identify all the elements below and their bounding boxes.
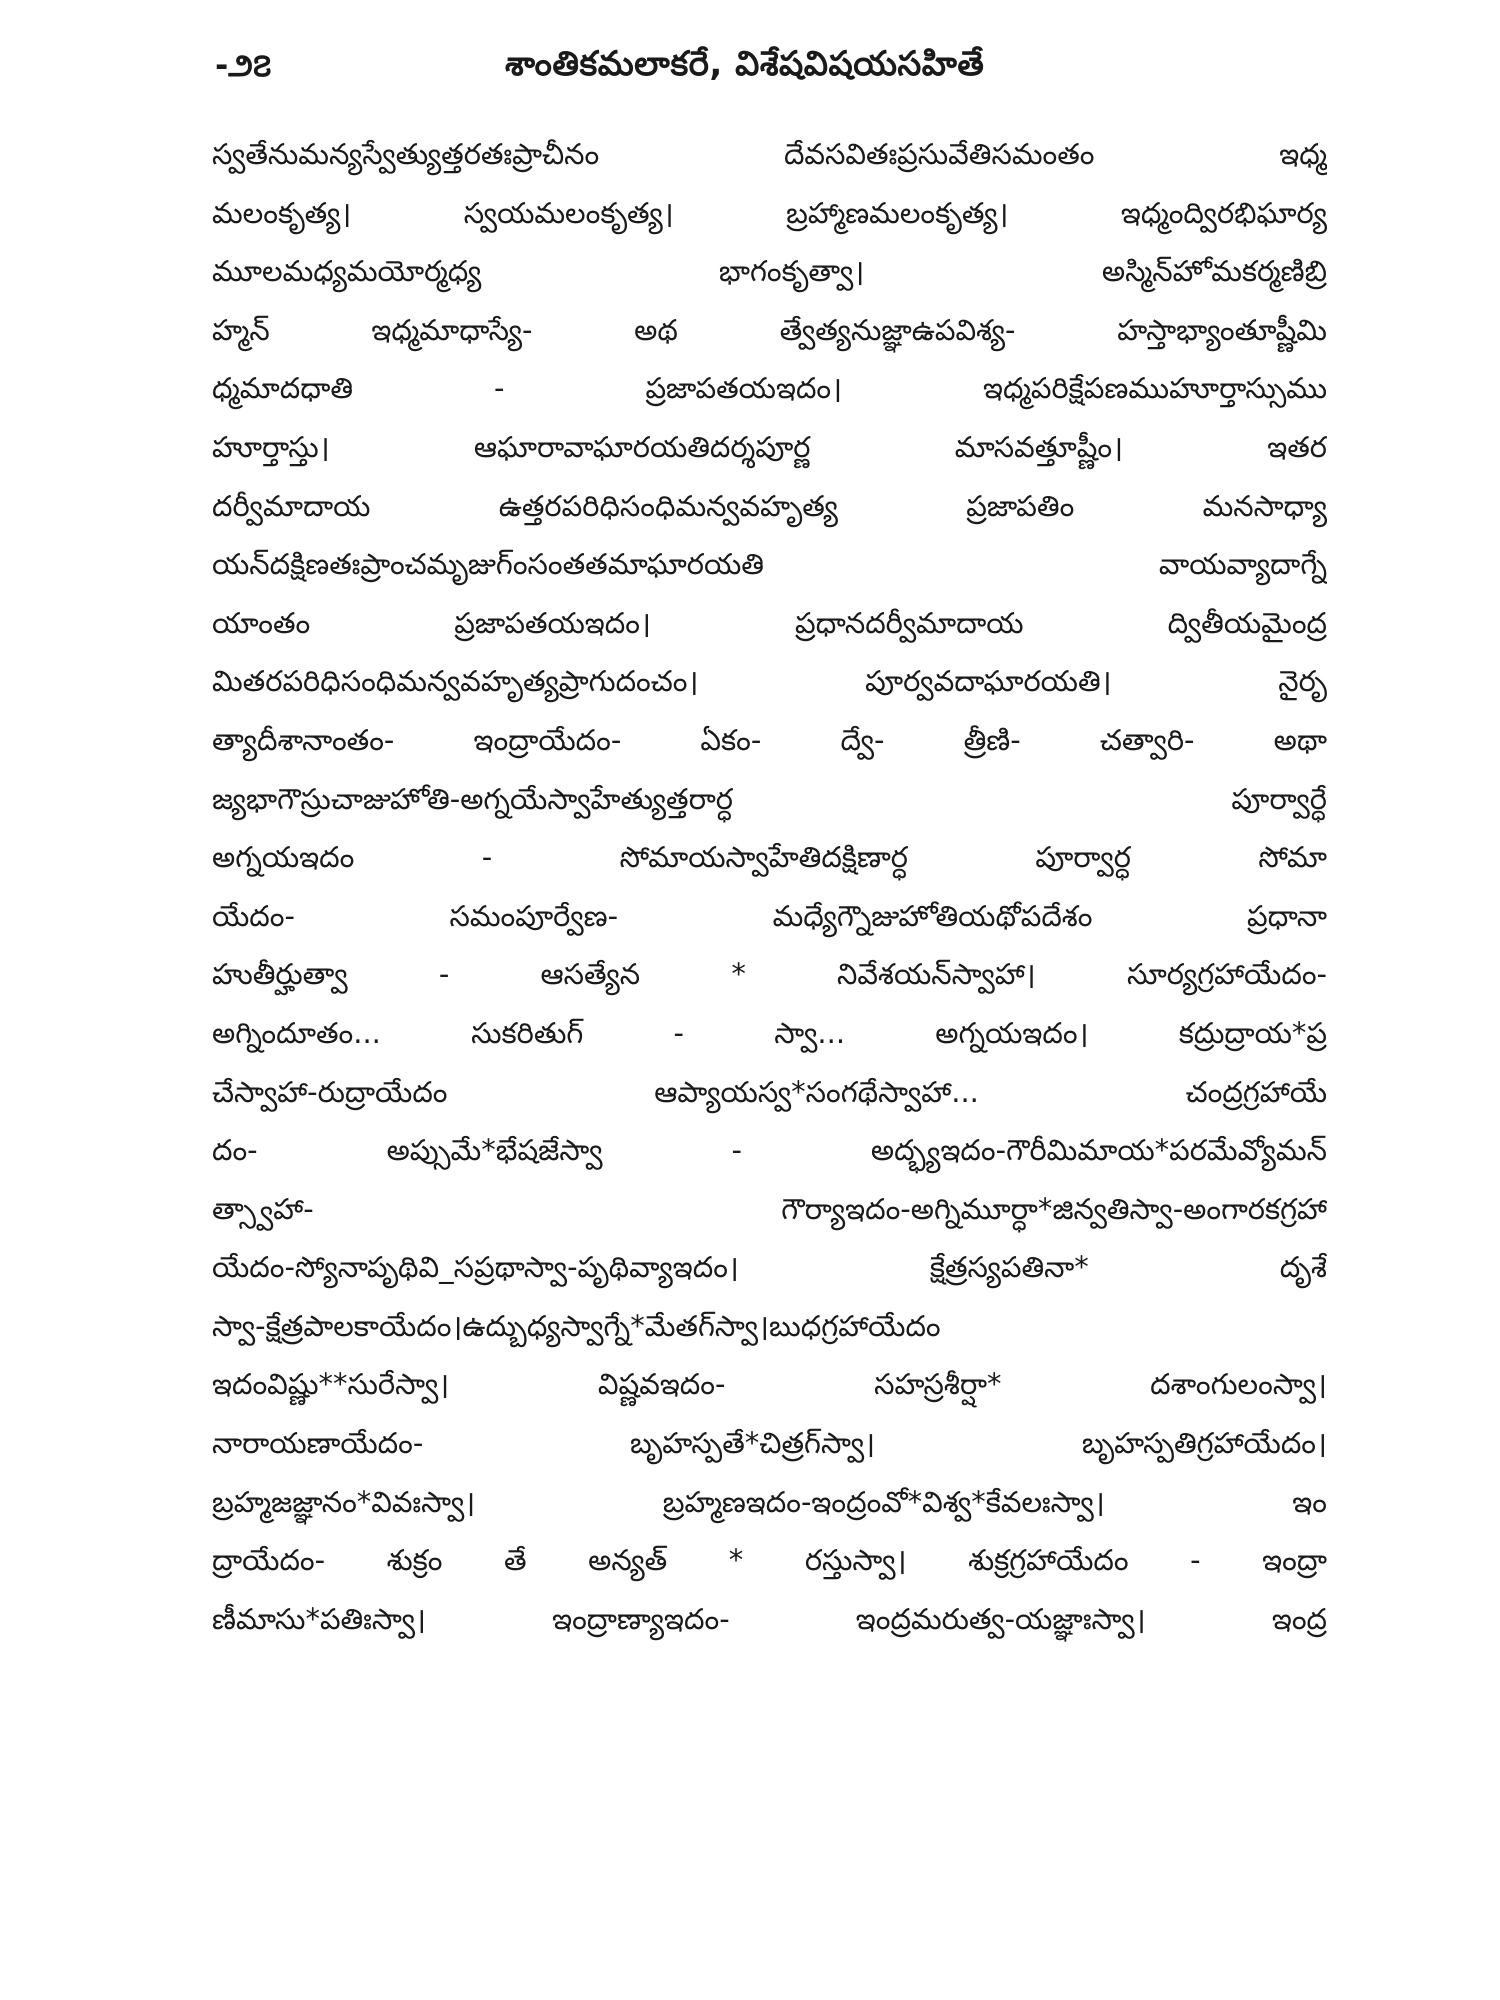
text-line: నారాయణాయేదం- బృహస్పతే*చిత్రగ్‌స్వా। బృహస్పతిగ్రహాయేదం। [212,1426,1327,1461]
page-header [215,38,1325,108]
text-line: దర్వీమాదాయ ఉత్తరపరిధిసంధిమన్వవహృత్య ప్రజాపతిం మనసాధ్యా [212,488,1327,523]
text-line: యేదం-స్యోనాపృథివి_సప్రథాస్వా-పృథివ్యాఇదం। క్షేత్రస్యపతినా* దృశే [212,1250,1327,1285]
text-line: యేదం- సమంపూర్వేణ- మధ్యేగ్నౌజుహోతియథోపదేశం ప్రధానా [212,898,1327,933]
text-line: యన్‌దక్షిణతఃప్రాంచమృజుగ్‌ంసంతతమాఘారయతి వాయవ్యాదాగ్నే [212,547,1327,582]
text-line: దం- అప్సుమే*భేషజేస్వా - అద్భ్యఇదం-గౌరీమిమాయ*పరమేవ్యోమన్ [212,1133,1327,1168]
text-line: ధ్మమాదధాతి - ప్రజాపతయఇదం। ఇధ్మపరిక్షేపణముహూర్తాస్సుము [212,371,1327,406]
text-line: హుతీర్హుత్వా - ఆసత్యేన * నివేశయన్‌స్వాహా। సూర్యగ్రహాయేదం- [212,957,1327,992]
text-line: ణీమాసు*పతిఃస్వా। ఇంద్రాణ్యాఇదం- ఇంద్రమరుత్వ-యజ్ఞాఃస్వా। ఇంద్ర [212,1601,1327,1636]
text-line: బ్రహ్మజజ్ఞానం*వివఃస్వా। బ్రహ్మణఇదం-ఇంద్రంవో*విశ్వ*కేవలఃస్వా। ఇం [212,1484,1327,1519]
body-text [212,125,1327,1648]
text-line: అగ్నిందూతం... సుకరితుగ్ - స్వా... అగ్నయఇదం। కద్రుద్రాయ*ప్ర [212,1015,1327,1050]
text-line: ద్రాయేదం- శుక్రం తే అన్యత్ * రస్తుస్వా। శుక్రగ్రహాయేదం - ఇంద్రా [212,1543,1327,1578]
page-number: -౨౭ [215,46,272,84]
running-title: శాంతికమలాకరే, విశేషవిషయసహితే [505,44,985,84]
text-line: స్వా-క్షేత్రపాలకాయేదం।ఉద్బుధ్యస్వాగ్నే*మేతగ్‌స్వా।బుధగ్రహాయేదం [212,1308,941,1343]
text-line: మూలమధ్యమయోర్మధ్య భాగంకృత్వా। అస్మిన్‌హోమకర్మణిబ్రి [212,254,1327,289]
text-line: హూర్తాస్తు। ఆఘారావాఘారయతిదర్శపూర్ణ మాసవత్తూష్ణీం। ఇతర [212,429,1327,464]
text-line: జ్యభాగౌస్రుచాజుహోతి-అగ్నయేస్వాహేత్యుత్తరార్ధ పూర్వార్ధే [212,781,1327,816]
text-line: యాంతం ప్రజాపతయఇదం। ప్రధానదర్వీమాదాయ ద్వితీయమైంద్ర [212,605,1327,640]
text-line: అగ్నయఇదం - సోమాయస్వాహేతిదక్షిణార్ధ పూర్వార్ధ సోమా [212,840,1327,875]
text-line: హ్మన్ ఇధ్మమాధాస్యే- అథ త్వేత్యనుజ్ఞాఉపవిశ్య- హస్తాభ్యాంతూష్ణీమి [212,312,1327,347]
text-line: మితరపరిధిసంధిమన్వవహృత్యప్రాగుదంచం। పూర్వవదాఘారయతి। నైరృ [212,664,1327,699]
text-line: మలంకృత్య। స్వయమలంకృత్య। బ్రహ్మాణమలంకృత్య। ఇధ్మంద్విరభిఘార్య [212,195,1327,230]
text-line: చేస్వాహా-రుద్రాయేదం ఆప్యాయస్వ*సంగథేస్వాహా... చంద్రగ్రహాయే [212,1074,1327,1109]
text-line: త్యాదీశానాంతం- ఇంద్రాయేదం- ఏకం- ద్వే- త్రీణి- చత్వారి- అథా [212,722,1327,757]
text-line: ఇదంవిష్ణు**సురేస్వా। విష్ణవఇదం- సహస్రశీర్షా* దశాంగులంస్వా। [212,1367,1327,1402]
text-line: స్వతేనుమన్యస్వేత్యుత్తరతఃప్రాచీనం దేవసవితఃప్రసువేతిసమంతం ఇధ్మ [212,137,1327,171]
text-line: త్స్వాహా- గౌర్యాఇదం-అగ్నిమూర్ధా*జిన్వతిస్వా-అంగారకగ్రహా [212,1191,1327,1226]
